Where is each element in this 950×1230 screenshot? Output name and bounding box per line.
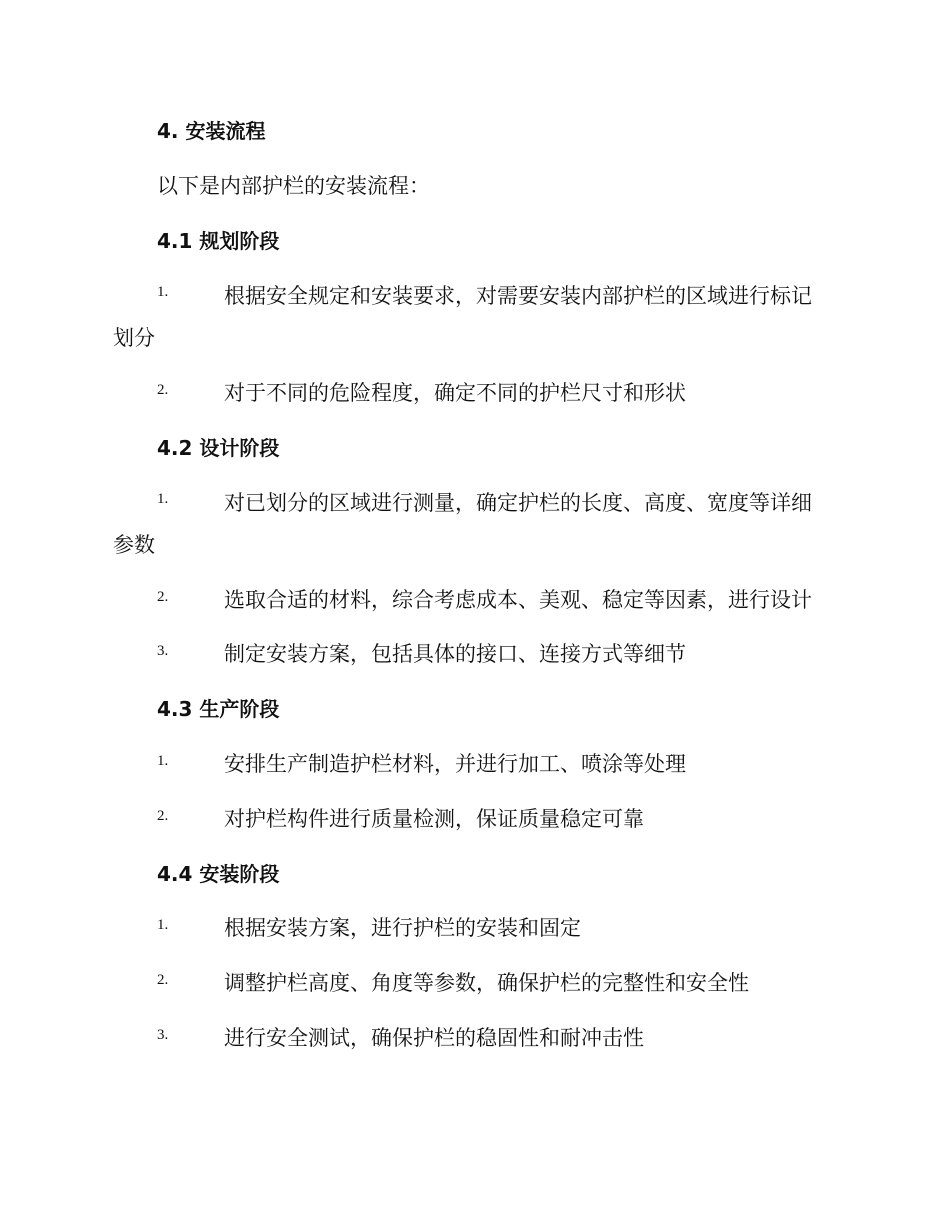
subsection-heading-4-4: 4.4 安装阶段	[157, 862, 280, 886]
list-item-text: 根据安全规定和安装要求，对需要安装内部护栏的区域进行标记	[224, 284, 812, 308]
list-number: 2.	[157, 382, 169, 398]
list-number: 2.	[157, 972, 169, 988]
list-item-text: 调整护栏高度、角度等参数，确保护栏的完整性和安全性	[224, 971, 749, 995]
list-number: 1.	[157, 917, 169, 933]
list-item-text: 进行安全测试，确保护栏的稳固性和耐冲击性	[224, 1026, 644, 1050]
subsection-heading-4-1: 4.1 规划阶段	[157, 229, 280, 253]
list-item-text: 制定安装方案，包括具体的接口、连接方式等细节	[224, 642, 686, 666]
list-number: 1.	[157, 491, 169, 507]
section-heading: 4. 安装流程	[157, 119, 266, 143]
subsection-heading-4-2: 4.2 设计阶段	[157, 436, 280, 460]
subsection-heading-4-3: 4.3 生产阶段	[157, 697, 280, 721]
list-item-text: 根据安装方案，进行护栏的安装和固定	[224, 916, 581, 940]
list-item-text: 对已划分的区域进行测量，确定护栏的长度、高度、宽度等详细	[224, 491, 812, 515]
list-item-text: 选取合适的材料，综合考虑成本、美观、稳定等因素，进行设计	[224, 588, 812, 612]
list-item-continuation: 参数	[113, 533, 155, 557]
list-number: 2.	[157, 589, 169, 605]
list-number: 2.	[157, 808, 169, 824]
intro-paragraph: 以下是内部护栏的安装流程：	[157, 174, 430, 198]
list-number: 3.	[157, 1027, 169, 1043]
list-item-text: 对护栏构件进行质量检测，保证质量稳定可靠	[224, 807, 644, 831]
list-number: 1.	[157, 753, 169, 769]
list-number: 3.	[157, 643, 169, 659]
list-item-continuation: 划分	[113, 326, 155, 350]
list-item-text: 安排生产制造护栏材料，并进行加工、喷涂等处理	[224, 752, 686, 776]
list-number: 1.	[157, 284, 169, 300]
list-item-text: 对于不同的危险程度，确定不同的护栏尺寸和形状	[224, 381, 686, 405]
